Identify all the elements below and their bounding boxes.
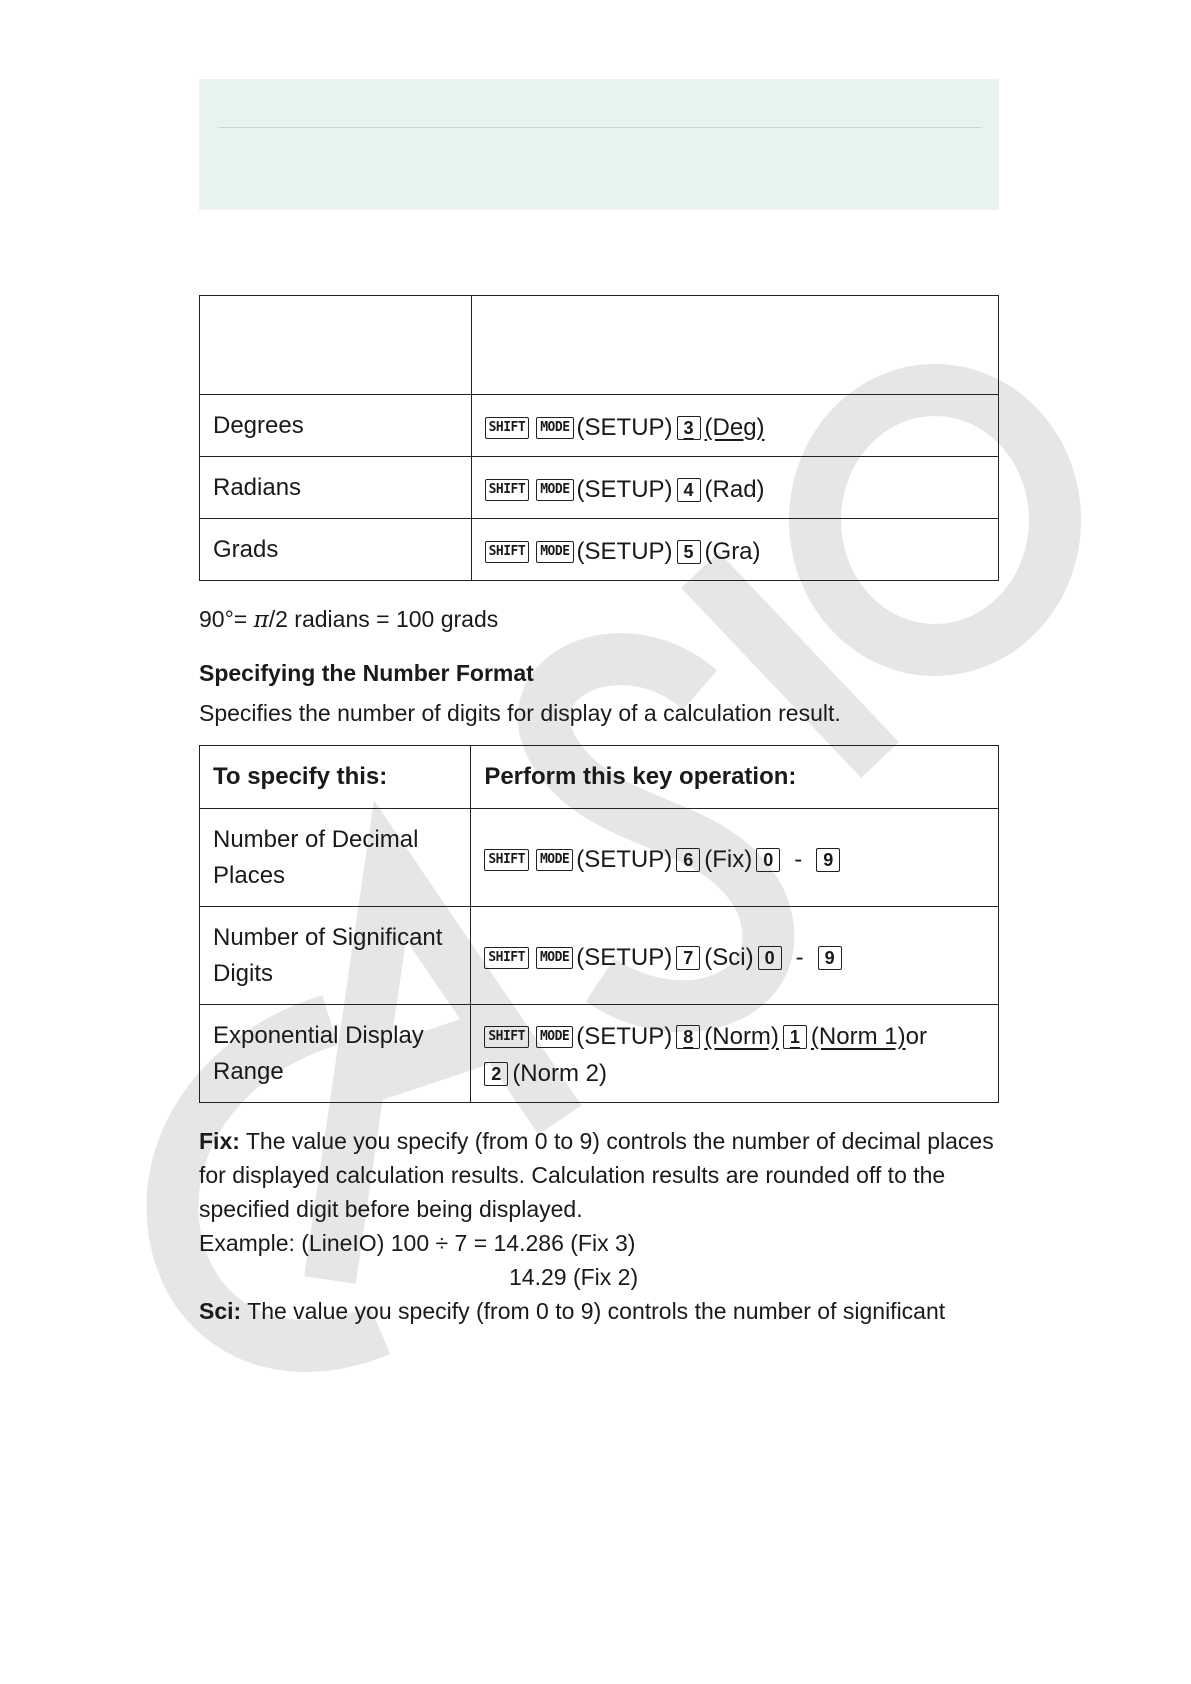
mode-key-icon: MODE xyxy=(536,849,573,871)
equivalence-suffix: /2 radians = 100 grads xyxy=(268,606,499,632)
angle-label: Radians xyxy=(200,457,472,519)
table-row xyxy=(200,519,999,581)
setup-label: (SETUP) xyxy=(576,413,673,441)
result-label: (Gra) xyxy=(704,537,761,565)
number-key-icon: 0 xyxy=(758,946,782,970)
key-operation xyxy=(471,519,998,581)
table-row xyxy=(200,907,999,1005)
mode-label: (Sci) xyxy=(704,943,754,971)
angle-label: Grads xyxy=(200,519,472,581)
key-operation xyxy=(471,457,998,519)
key-operation xyxy=(471,809,999,907)
format-label: Number of Decimal Places xyxy=(200,809,471,907)
mode-key-icon: MODE xyxy=(536,417,573,439)
setup-label: (SETUP) xyxy=(576,943,673,971)
key-operation xyxy=(471,1005,999,1103)
watermark-letter-i xyxy=(700,570,880,760)
format-label: Exponential Display Range xyxy=(200,1005,471,1103)
number-key-icon: 1 xyxy=(783,1025,807,1049)
number-format-table xyxy=(199,745,999,1103)
number-key-icon: 9 xyxy=(816,848,840,872)
number-key-icon: 0 xyxy=(756,848,780,872)
setup-label: (SETUP) xyxy=(576,475,673,503)
table-row xyxy=(200,1005,999,1103)
key-operation xyxy=(471,907,999,1005)
mode-key-icon: MODE xyxy=(536,947,573,969)
fix-term: Fix: xyxy=(199,1128,240,1154)
mode-key-icon: MODE xyxy=(536,541,573,563)
key-operation xyxy=(471,395,998,457)
section-heading: Specifying the Number Format xyxy=(199,660,534,686)
result-label: (Deg) xyxy=(704,413,765,441)
table-header-row xyxy=(200,746,999,809)
table-header-row xyxy=(200,296,999,395)
number-key-icon: 4 xyxy=(677,478,701,502)
result-label: (Rad) xyxy=(704,475,765,503)
number-key-icon: 3 xyxy=(677,416,701,440)
mode-label: (Fix) xyxy=(704,845,753,873)
setup-label: (SETUP) xyxy=(576,845,673,873)
setup-label: (SETUP) xyxy=(576,1023,673,1050)
format-label: Number of Significant Digits xyxy=(200,907,471,1005)
equivalence-prefix: 90°= xyxy=(199,606,254,632)
number-key-icon: 6 xyxy=(676,848,700,872)
shift-key-icon: SHIFT xyxy=(484,849,529,871)
fix-example-continued: 14.29 (Fix 2) xyxy=(509,1264,639,1290)
sci-text: The value you specify (from 0 to 9) controls the number of significant xyxy=(241,1298,946,1324)
mode-label: (Norm) xyxy=(704,1023,779,1050)
shift-key-icon: SHIFT xyxy=(485,479,530,501)
range-dash: - xyxy=(794,845,803,873)
option-label: (Norm 1) xyxy=(810,1023,906,1050)
shift-key-icon: SHIFT xyxy=(484,1026,529,1048)
number-key-icon: 8 xyxy=(676,1025,700,1049)
note-box xyxy=(199,79,999,210)
option-label: (Norm 2) xyxy=(512,1060,607,1087)
section-intro: Specifies the number of digits for display of a calculation result. xyxy=(199,700,841,726)
setup-label: (SETUP) xyxy=(576,537,673,565)
pi-symbol: π xyxy=(253,607,269,633)
angle-label: Degrees xyxy=(200,395,472,457)
mode-key-icon: MODE xyxy=(536,479,573,501)
fix-text: The value you specify (from 0 to 9) controls the number of decimal places for displayed calculation results. Calculation results are rounded off to the specified digit before being displayed. xyxy=(199,1128,994,1222)
number-key-icon: 5 xyxy=(677,540,701,564)
note-box-rule xyxy=(219,127,981,128)
fix-example: Example: (LineIO) 100 ÷ 7 = 14.286 (Fix 3) xyxy=(199,1230,636,1256)
or-text: or xyxy=(905,1023,927,1050)
column-header: Perform this key operation: xyxy=(471,746,999,809)
mode-key-icon: MODE xyxy=(536,1026,573,1048)
shift-key-icon: SHIFT xyxy=(485,417,530,439)
sci-term: Sci: xyxy=(199,1298,242,1324)
column-header: To specify this: xyxy=(200,746,471,809)
shift-key-icon: SHIFT xyxy=(485,541,530,563)
number-key-icon: 7 xyxy=(676,946,700,970)
angle-equivalence xyxy=(199,602,498,637)
number-key-icon: 2 xyxy=(484,1062,508,1086)
shift-key-icon: SHIFT xyxy=(484,947,529,969)
table-row xyxy=(200,809,999,907)
number-key-icon: 9 xyxy=(818,946,842,970)
range-dash: - xyxy=(795,943,804,971)
fix-paragraph xyxy=(199,1124,999,1328)
angle-unit-table xyxy=(199,295,999,581)
table-row xyxy=(200,457,999,519)
table-row xyxy=(200,395,999,457)
